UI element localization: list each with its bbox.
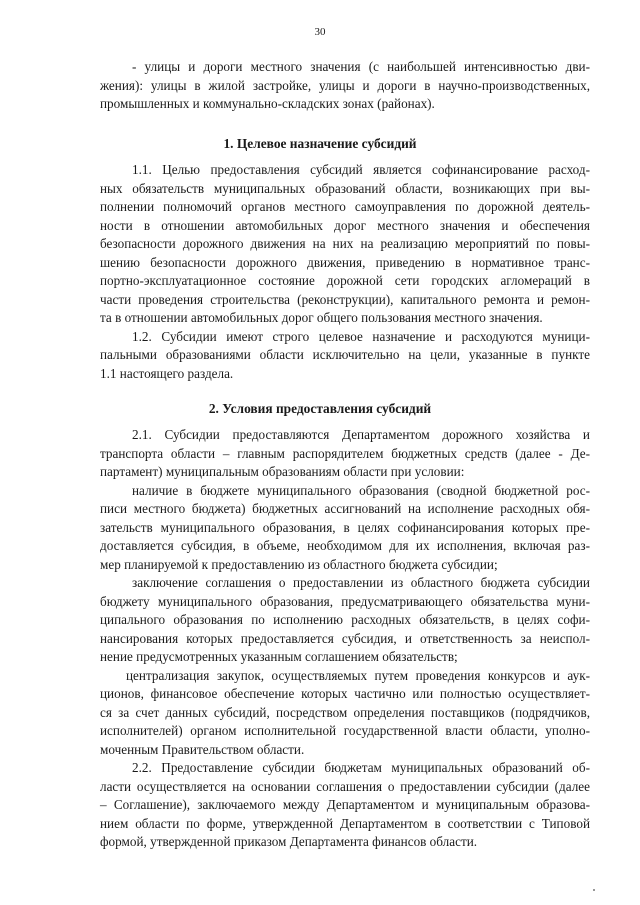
text-line: части проведения строительства (реконструкции), капитального ремонта и ремон- [100,291,590,307]
text-line: нансирования которых предоставляется субсидия, и ответственность за неиспол- [100,630,590,646]
text-line: мер планируемой к предоставлению из областного бюджета субсидии; [100,556,498,572]
text-line: зательств муниципального образования, в целях софинансирования которых пре- [100,519,590,535]
section-heading: 2. Условия предоставления субсидий [208,401,432,416]
text-line: наличие в бюджете муниципального образования (сводной бюджетной рос- [132,482,590,498]
text-line: портно-эксплуатационное состояние дорожной сети городских агломераций в [100,273,590,288]
scan-speck [593,889,595,891]
text-line: централизация закупок, осуществляемых путем проведения конкурсов и аук- [126,667,590,683]
text-line: ся за счет данных субсидий, посредством определения поставщиков (подрядчиков, [100,704,590,720]
text-line: ности в отношении автомобильных дорог местного значения и обеспечения [100,217,590,233]
text-line: транспорта области – главным распорядителем бюджетных средств (далее - Де- [100,445,590,461]
text-line: полнении полномочий органов местного самоуправления по дорожной деятель- [100,199,590,214]
text-line: формой, утвержденной приказом Департамента финансов области. [100,834,478,849]
text-line: – Соглашение), заключаемого между Департаментом и муниципальным образова- [100,797,590,812]
text-line: - улицы и дороги местного значения (с наибольшей интенсивностью дви- [132,59,590,74]
text-line: 2.2. Предоставление субсидии бюджетам муниципальных образований об- [132,760,590,775]
text-line: безопасности дорожного движения на них на реализацию мероприятий по повы- [100,236,590,251]
text-line: партамент) муниципальным образованиям области при условии: [100,464,465,479]
text-line: ласти осуществляется на основании соглашения о предоставлении субсидии (далее [100,778,590,794]
text-line: ципального образования по исполнению расходных обязательств, в целях софи- [100,612,590,627]
text-line: заключение соглашения о предоставлении из областного бюджета субсидии [132,575,590,590]
text-line: 1.1 настоящего раздела. [100,365,234,381]
text-line: пальными образованиями области исключительно на цели, указанные в пункте [100,347,590,362]
text-line: ционов, финансовое обеспечение которых частично или полностью осуществляет- [100,686,590,701]
text-line: моченным Правительством области. [100,741,305,757]
text-line: исполнителей) органом исполнительной государственной власти области, уполно- [100,723,590,738]
text-line: 1.2. Субсидии имеют строго целевое назначение и расходуются муници- [132,328,590,344]
text-line: шению безопасности дорожного движения, приведению в нормативное транс- [100,254,590,270]
text-line: 1.1. Целью предоставления субсидий является софинансирование расход- [132,162,590,177]
text-line: промышленных и коммунально-складских зонах (районах). [100,96,435,111]
text-line: ных обязательств муниципальных образований области, возникающих при вы- [100,180,590,196]
page-number: 30 [314,26,326,38]
text-line: жения): улицы в жилой застройке, улицы и дороги в научно-производственных, [100,77,590,93]
text-line: 2.1. Субсидии предоставляются Департаментом дорожного хозяйства и [132,427,590,442]
text-line: писи местного бюджета) бюджетных ассигнований на исполнение расходных обя- [100,501,590,516]
text-line: нием области по форме, утвержденной Департаментом в соответствии с Типовой [100,815,590,831]
text-line: нение предусмотренных указанным соглашением обязательств; [100,649,458,664]
section-heading: 1. Целевое назначение субсидий [223,136,417,151]
text-line: бюджету муниципального образования, предусматривающего обязательства муни- [100,593,590,609]
text-line: та в отношении автомобильных дорог общего пользования местного значения. [100,310,543,325]
text-line: доставляется субсидия, в объеме, необходимом для их исполнения, включая раз- [100,538,590,553]
